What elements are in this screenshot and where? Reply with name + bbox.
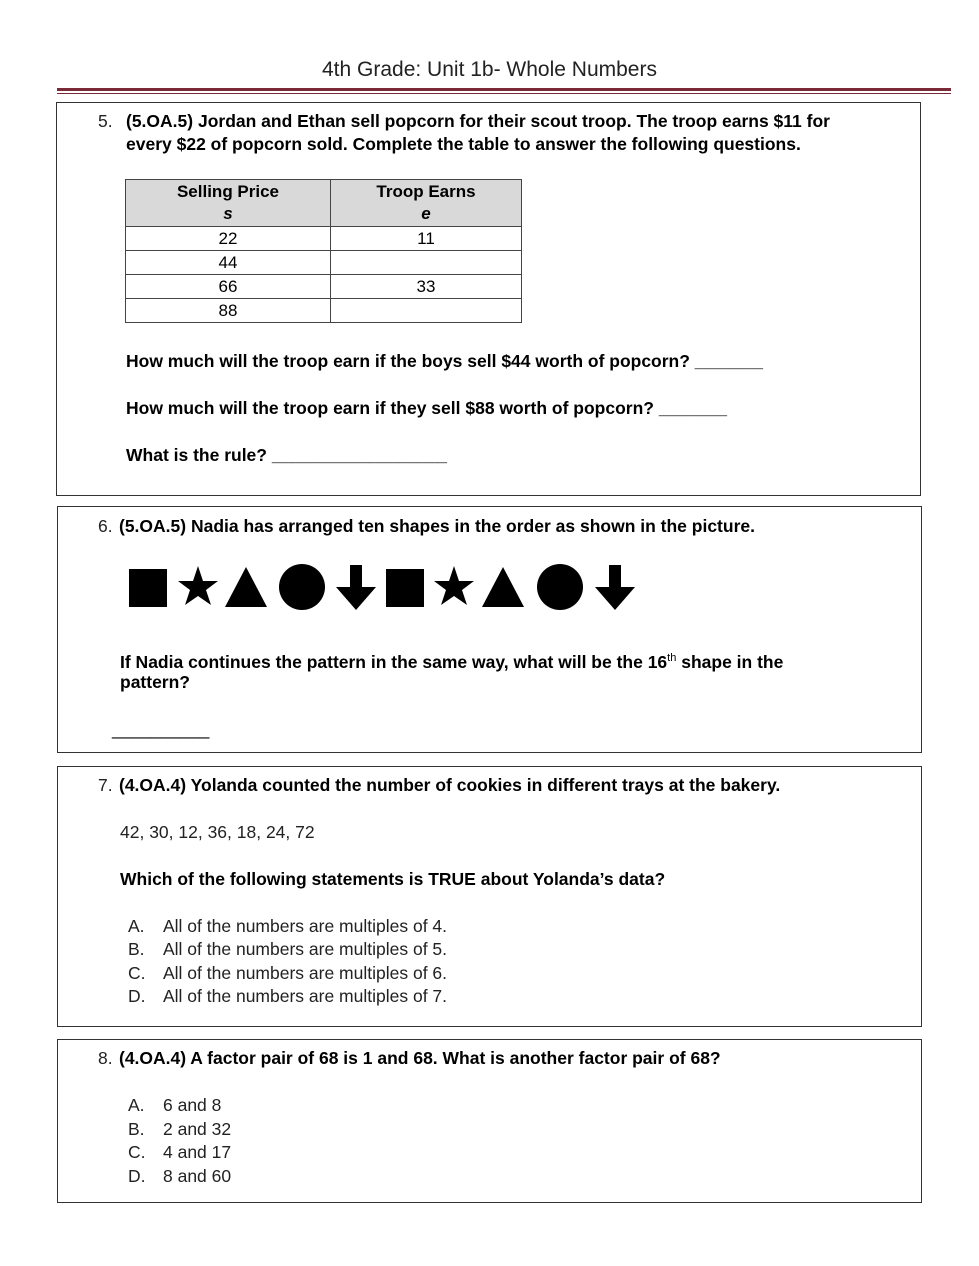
table-cell-s: 44 xyxy=(126,251,331,275)
table-header-selling-price xyxy=(126,180,331,227)
question-5-number: 5. xyxy=(98,111,113,131)
question-7-text: (4.OA.4) Yolanda counted the number of cookies in different trays at the bakery. xyxy=(119,775,781,795)
question-8-text: (4.OA.4) A factor pair of 68 is 1 and 68. What is another factor pair of 68? xyxy=(119,1048,721,1068)
choice-letter: C. xyxy=(128,1142,146,1162)
table-cell-s: 66 xyxy=(126,275,331,299)
choice-letter: D. xyxy=(128,1166,146,1186)
ratio-table xyxy=(125,179,522,323)
question-6-prompt-part2: shape in the xyxy=(676,651,784,672)
table-cell-e-blank[interactable] xyxy=(331,299,522,323)
question-5-text-line1: (5.OA.5) Jordan and Ethan sell popcorn for their scout troop. The troop earns $11 for xyxy=(126,111,830,131)
square-icon xyxy=(128,563,168,611)
down-arrow-icon xyxy=(594,563,636,611)
question-6-answer-blank[interactable]: __________ xyxy=(112,719,210,739)
table-row xyxy=(126,251,522,275)
page-title: 4th Grade: Unit 1b- Whole Numbers xyxy=(322,58,657,81)
choice-letter: A. xyxy=(128,1095,145,1115)
troop-earns-label: Troop Earns xyxy=(376,182,476,201)
square-icon xyxy=(385,563,425,611)
choice-text[interactable]: All of the numbers are multiples of 5. xyxy=(163,939,448,959)
star-icon xyxy=(178,563,218,611)
choice-letter: D. xyxy=(128,986,146,1006)
question-8-number: 8. xyxy=(98,1048,113,1068)
question-5-part-1: How much will the troop earn if the boys sell $44 worth of popcorn? _______ xyxy=(126,351,763,371)
choice-text[interactable]: 6 and 8 xyxy=(163,1095,222,1115)
choice-letter: A. xyxy=(128,916,145,936)
question-5-text-line2: every $22 of popcorn sold. Complete the table to answer the following questions. xyxy=(126,134,801,154)
table-header-row xyxy=(126,180,522,227)
shape-pattern xyxy=(126,563,638,611)
choice-text[interactable]: 2 and 32 xyxy=(163,1119,232,1139)
question-6-prompt-part1: If Nadia continues the pattern in the same way, what will be the 16 xyxy=(120,651,668,672)
question-6-prompt-sup: th xyxy=(667,652,677,664)
troop-earns-variable: e xyxy=(421,204,431,223)
table-row xyxy=(126,227,522,251)
table-row xyxy=(126,299,522,323)
question-5-part-3: What is the rule? __________________ xyxy=(126,445,448,465)
table-cell-e: 11 xyxy=(331,227,522,251)
circle-icon xyxy=(536,563,584,611)
choice-text[interactable]: All of the numbers are multiples of 4. xyxy=(163,916,448,936)
choice-letter: B. xyxy=(128,1119,145,1139)
header-rule-thin xyxy=(57,93,951,94)
triangle-icon xyxy=(224,563,268,611)
question-6-number: 6. xyxy=(98,516,113,536)
selling-price-label: Selling Price xyxy=(176,182,280,201)
choice-letter: C. xyxy=(128,963,146,983)
choice-letter: B. xyxy=(128,939,145,959)
question-6-prompt-line1 xyxy=(120,647,783,674)
circle-icon xyxy=(278,563,326,611)
table-row xyxy=(126,275,522,299)
down-arrow-icon xyxy=(335,563,377,611)
header-rule-thick xyxy=(57,88,951,91)
question-7-question: Which of the following statements is TRUE about Yolanda’s data? xyxy=(120,869,666,889)
choice-text[interactable]: All of the numbers are multiples of 6. xyxy=(163,963,448,983)
question-7-number: 7. xyxy=(98,775,113,795)
choice-text[interactable]: 4 and 17 xyxy=(163,1142,232,1162)
table-cell-s: 22 xyxy=(126,227,331,251)
question-7-data-list: 42, 30, 12, 36, 18, 24, 72 xyxy=(120,822,315,842)
question-6-text: (5.OA.5) Nadia has arranged ten shapes in the order as shown in the picture. xyxy=(119,516,755,536)
table-header-troop-earns xyxy=(331,180,522,227)
choice-text[interactable]: All of the numbers are multiples of 7. xyxy=(163,986,448,1006)
table-cell-s: 88 xyxy=(126,299,331,323)
question-6-prompt-line2: pattern? xyxy=(120,672,190,692)
table-cell-e: 33 xyxy=(331,275,522,299)
choice-text[interactable]: 8 and 60 xyxy=(163,1166,232,1186)
triangle-icon xyxy=(481,563,525,611)
selling-price-variable: s xyxy=(223,204,233,223)
question-5-part-2: How much will the troop earn if they sell $88 worth of popcorn? _______ xyxy=(126,398,727,418)
star-icon xyxy=(434,563,474,611)
table-cell-e-blank[interactable] xyxy=(331,251,522,275)
question-6-box xyxy=(57,506,922,753)
